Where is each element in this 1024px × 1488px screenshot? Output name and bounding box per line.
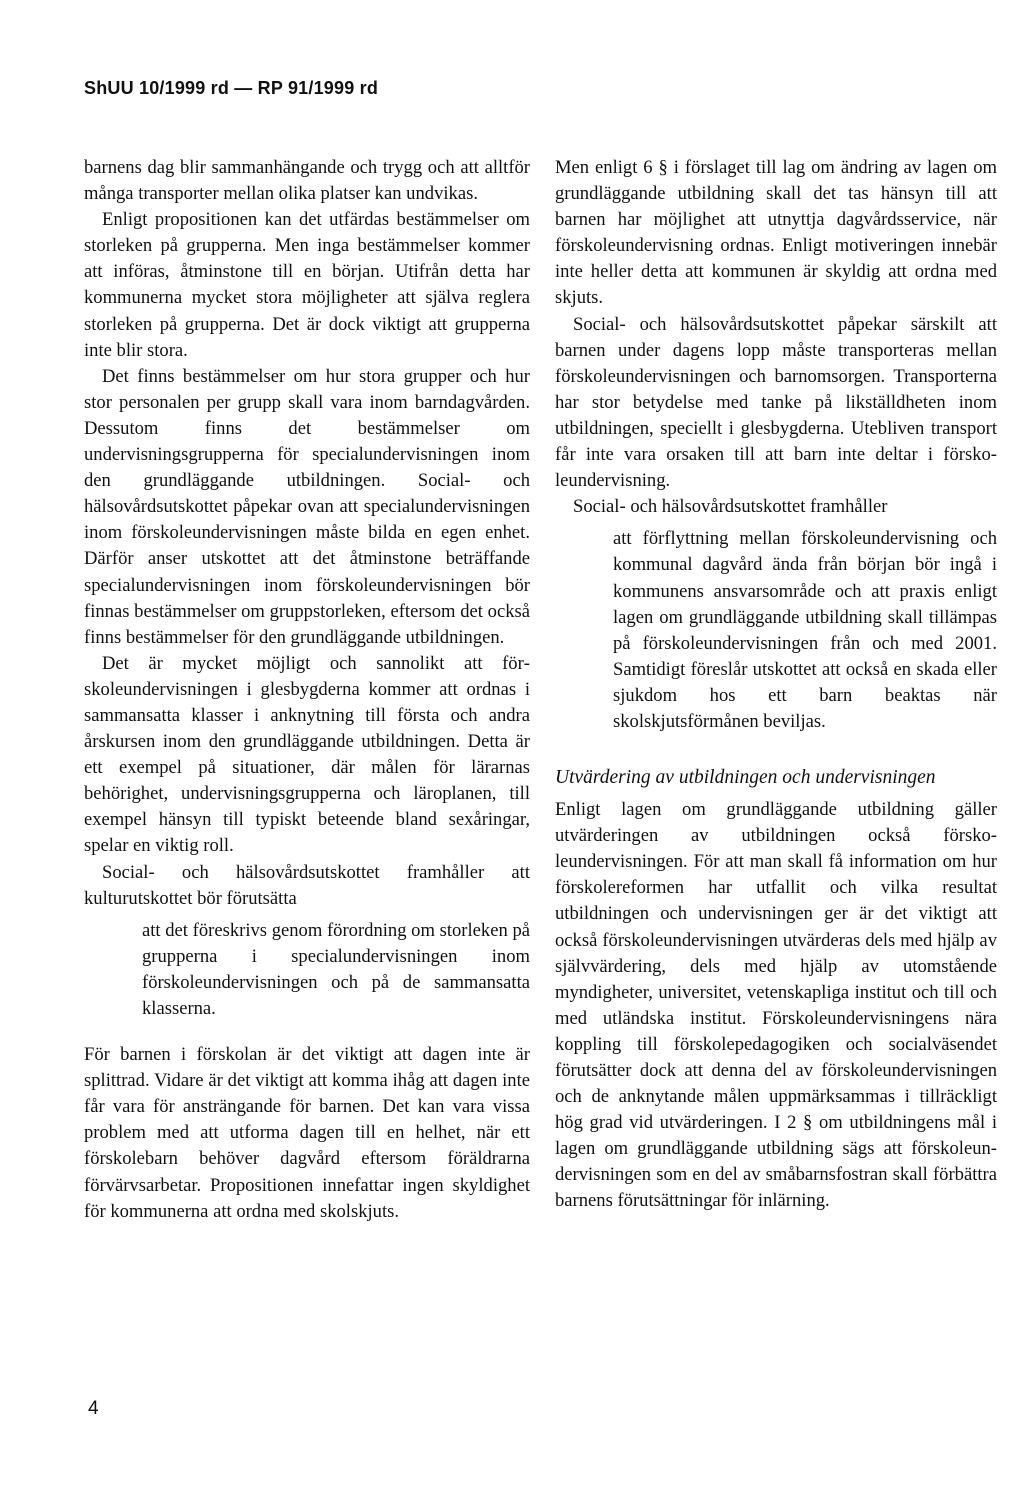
paragraph: För barnen i förskolan är det viktigt att dagen inte är splittrad. Vidare är det viktigt att komma ihåg att dagen inte får vara för ansträngande för barnen. Det kan vara vissa problem med att utforma dagen till en helhet, när ett förskolebarn behöver dagvård eftersom föräldrarna förvärvsarbetar. Propositionen innefattar ingen skyldighet för kommunerna att ordna med skolskjuts. (84, 1044, 530, 1222)
paragraph: barnens dag blir sammanhängande och trygg och att alltför många transporter mellan olika platser kan undvikas. (84, 157, 530, 205)
block-quote: att det föreskrivs genom förordning om storleken på grupperna i specialundervisningen inom förskoleundervisningen och på de sammansatta klasserna. (142, 919, 530, 1019)
paragraph: Social- och hälsovårdsutskottet framhåller (573, 496, 888, 518)
paragraph: Men enligt 6 § i förslaget till lag om ändring av lagen om grundläggande utbildning skall det tas hänsyn till att barnen har möjlighet att utnyttja dagvårdsservice, när förskoleundervisning ordnas. Enligt motiveringen innebär inte heller detta att kommunen är skyldig att ordna med skjuts. (555, 157, 997, 309)
running-header: ShUU 10/1999 rd — RP 91/1999 rd (84, 78, 379, 98)
paragraph: Enligt propositionen kan det utfärdas bestämmelser om storleken på grupperna. Men inga bestämmelser kommer att införas, åtminstone till en början. Utifrån detta har kommunerna mycket stora möjligheter att själva reglera storleken på grupperna. Det är dock viktigt att grupperna inte blir stora. (84, 209, 530, 361)
page-number: 4 (88, 1398, 99, 1419)
paragraph: Social- och hälsovårdsutskottet påpekar särskilt att barnen under dagens lopp måste transporteras mellan förskoleundervisningen och barnomsorgen. Transporterna har stor betydelse med tanke på likställdheten inom utbildningen, speciellt i glesbygderna. Utebliven transport får inte vara orsaken till att barn inte deltar i förskoleundervisning. (555, 313, 997, 492)
left-column (84, 155, 530, 1225)
paragraph: Social- och hälsovårdsutskottet framhåller att kulturutskottet bör förutsätta (84, 861, 530, 909)
right-column (555, 155, 997, 1215)
section-heading: Utvärdering av utbildningen och undervisningen (555, 767, 936, 789)
paragraph: Det finns bestämmelser om hur stora grupper och hur stor personalen per grupp skall vara inom barndagvården. Dessutom finns det bestämmelser om undervisningsgrupperna för specialundervisningen inom den grundläggande utbildningen. Social- och hälsovårdsutskottet påpekar ovan att specialundervisningen inom förskoleundervisningen måste bilda en egen enhet. Därför anser utskottet att det åtminstone beträffande specialundervisningen inom förskoleundervisningen bör finnas bestämmelser om gruppstorleken, eftersom det också finns bestämmelser för den grundläggande utbildningen. (84, 365, 530, 648)
block-quote: att förflyttning mellan förskoleundervisning och kommunal dagvård ända från början bör ingå i kommunens ansvarsområde och att praxis enligt lagen om grundläggande utbildning skall tillämpas på förskoleundervisningen från och med 2001. Samtidigt föreslår utskottet att också en skada eller sjukdom hos ett barn beaktas när skolskjutsförmånen beviljas. (613, 528, 997, 732)
paragraph: Enligt lagen om grundläggande utbildning gäller utvärderingen av utbildningen också förskoleundervisningen. För att man skall få information om hur förskolereformen har utfallit och vilka resultat utbildningen och undervisningen ger är det viktigt att också förskoleundervisningen utvärderas dels med hjälp av självvärdering, dels med hjälp av utomstående myndigheter, universitet, vetenskapliga institut och till och med utländska institut. Förskoleundervisningens nära koppling till förskolepedagogiken och socialväsendet förutsätter dock att denna del av förskoleundervisningen och de anknytande målen uppmärksammas i tillräckligt hög grad vid utvärderingen. I 2 § om utbildningens mål i lagen om grundläggande utbildning sägs att förskoleundervisningen som en del av småbarnsfostran skall förbättra barnens förutsättningar för inlärning. (555, 799, 997, 1212)
paragraph: Det är mycket möjligt och sannolikt att förskoleundervisningen i glesbygderna kommer att ordnas i sammansatta klasser i anknytning till första och andra årskursen inom den grundläggande utbildningen. Detta är ett exempel på situationer, där målen för lärarnas behörighet, undervisningsgrupperna och läroplanen, till exempel hänsyn till typiskt beteende bland sexåringar, spelar en viktig roll. (84, 652, 530, 857)
